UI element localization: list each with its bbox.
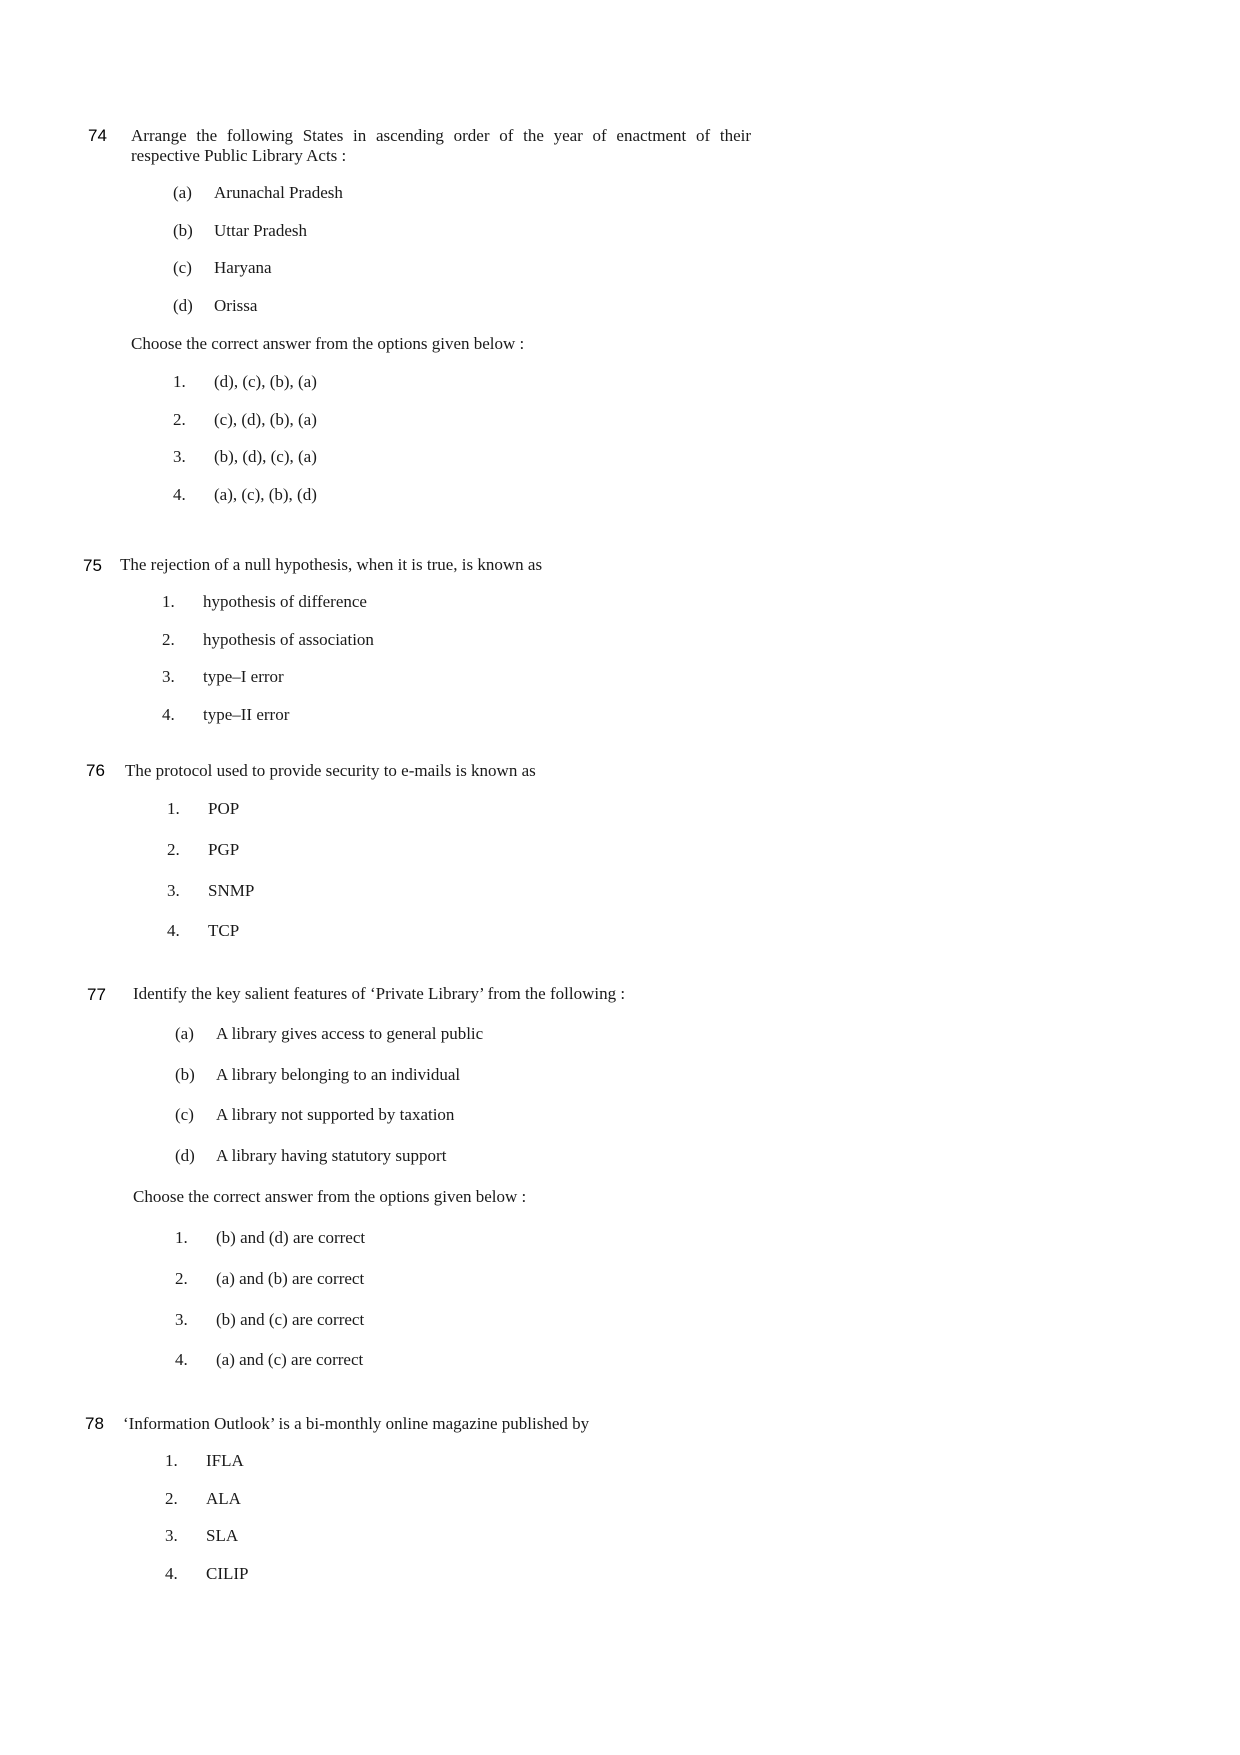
answer-option[interactable]: 2. hypothesis of association [162, 630, 374, 649]
question-text: Arrange the following States in ascending order of the year of enactment of their respective Public Library Acts : [131, 126, 751, 165]
answer-option[interactable]: 2. (c), (d), (b), (a) [173, 410, 317, 429]
list-item: (b) A library belonging to an individual [175, 1065, 461, 1084]
answer-option[interactable]: 2. ALA [165, 1489, 241, 1508]
answer-option[interactable]: 4. (a) and (c) are correct [175, 1350, 364, 1369]
question-number: 75 [83, 556, 102, 575]
answer-option[interactable]: 1. hypothesis of difference [162, 592, 367, 611]
question-number: 78 [85, 1414, 104, 1433]
question-text: The protocol used to provide security to e-mails is known as [125, 761, 536, 780]
answer-option[interactable]: 4. CILIP [165, 1564, 249, 1583]
answer-option[interactable]: 1. (d), (c), (b), (a) [173, 372, 317, 391]
question-text: Identify the key salient features of ‘Private Library’ from the following : [133, 984, 626, 1003]
answer-option[interactable]: 4. (a), (c), (b), (d) [173, 485, 317, 504]
answer-option[interactable]: 3. type–I error [162, 667, 284, 686]
answer-option[interactable]: 1. POP [167, 799, 240, 818]
answer-option[interactable]: 1. (b) and (d) are correct [175, 1228, 366, 1247]
answer-option[interactable]: 3. (b) and (c) are correct [175, 1310, 365, 1329]
question-number: 76 [86, 761, 105, 780]
list-item: (a) Arunachal Pradesh [173, 183, 343, 202]
instruction-text: Choose the correct answer from the options given below : [131, 334, 525, 353]
list-item: (c) Haryana [173, 258, 272, 277]
answer-option[interactable]: 2. (a) and (b) are correct [175, 1269, 365, 1288]
question-text: ‘Information Outlook’ is a bi-monthly online magazine published by [123, 1414, 590, 1433]
list-item: (d) Orissa [173, 296, 258, 315]
list-item: (b) Uttar Pradesh [173, 221, 308, 240]
question-text: The rejection of a null hypothesis, when it is true, is known as [120, 555, 543, 574]
list-item: (d) A library having statutory support [175, 1146, 447, 1165]
instruction-text: Choose the correct answer from the options given below : [133, 1187, 527, 1206]
list-item: (c) A library not supported by taxation [175, 1105, 455, 1124]
answer-option[interactable]: 4. TCP [167, 921, 240, 940]
answer-option[interactable]: 1. IFLA [165, 1451, 244, 1470]
answer-option[interactable]: 2. PGP [167, 840, 240, 859]
answer-option[interactable]: 4. type–II error [162, 705, 290, 724]
answer-option[interactable]: 3. SLA [165, 1526, 239, 1545]
list-item: (a) A library gives access to general public [175, 1024, 484, 1043]
answer-option[interactable]: 3. (b), (d), (c), (a) [173, 447, 317, 466]
question-number: 77 [87, 985, 106, 1004]
answer-option[interactable]: 3. SNMP [167, 881, 255, 900]
question-number: 74 [88, 126, 107, 145]
